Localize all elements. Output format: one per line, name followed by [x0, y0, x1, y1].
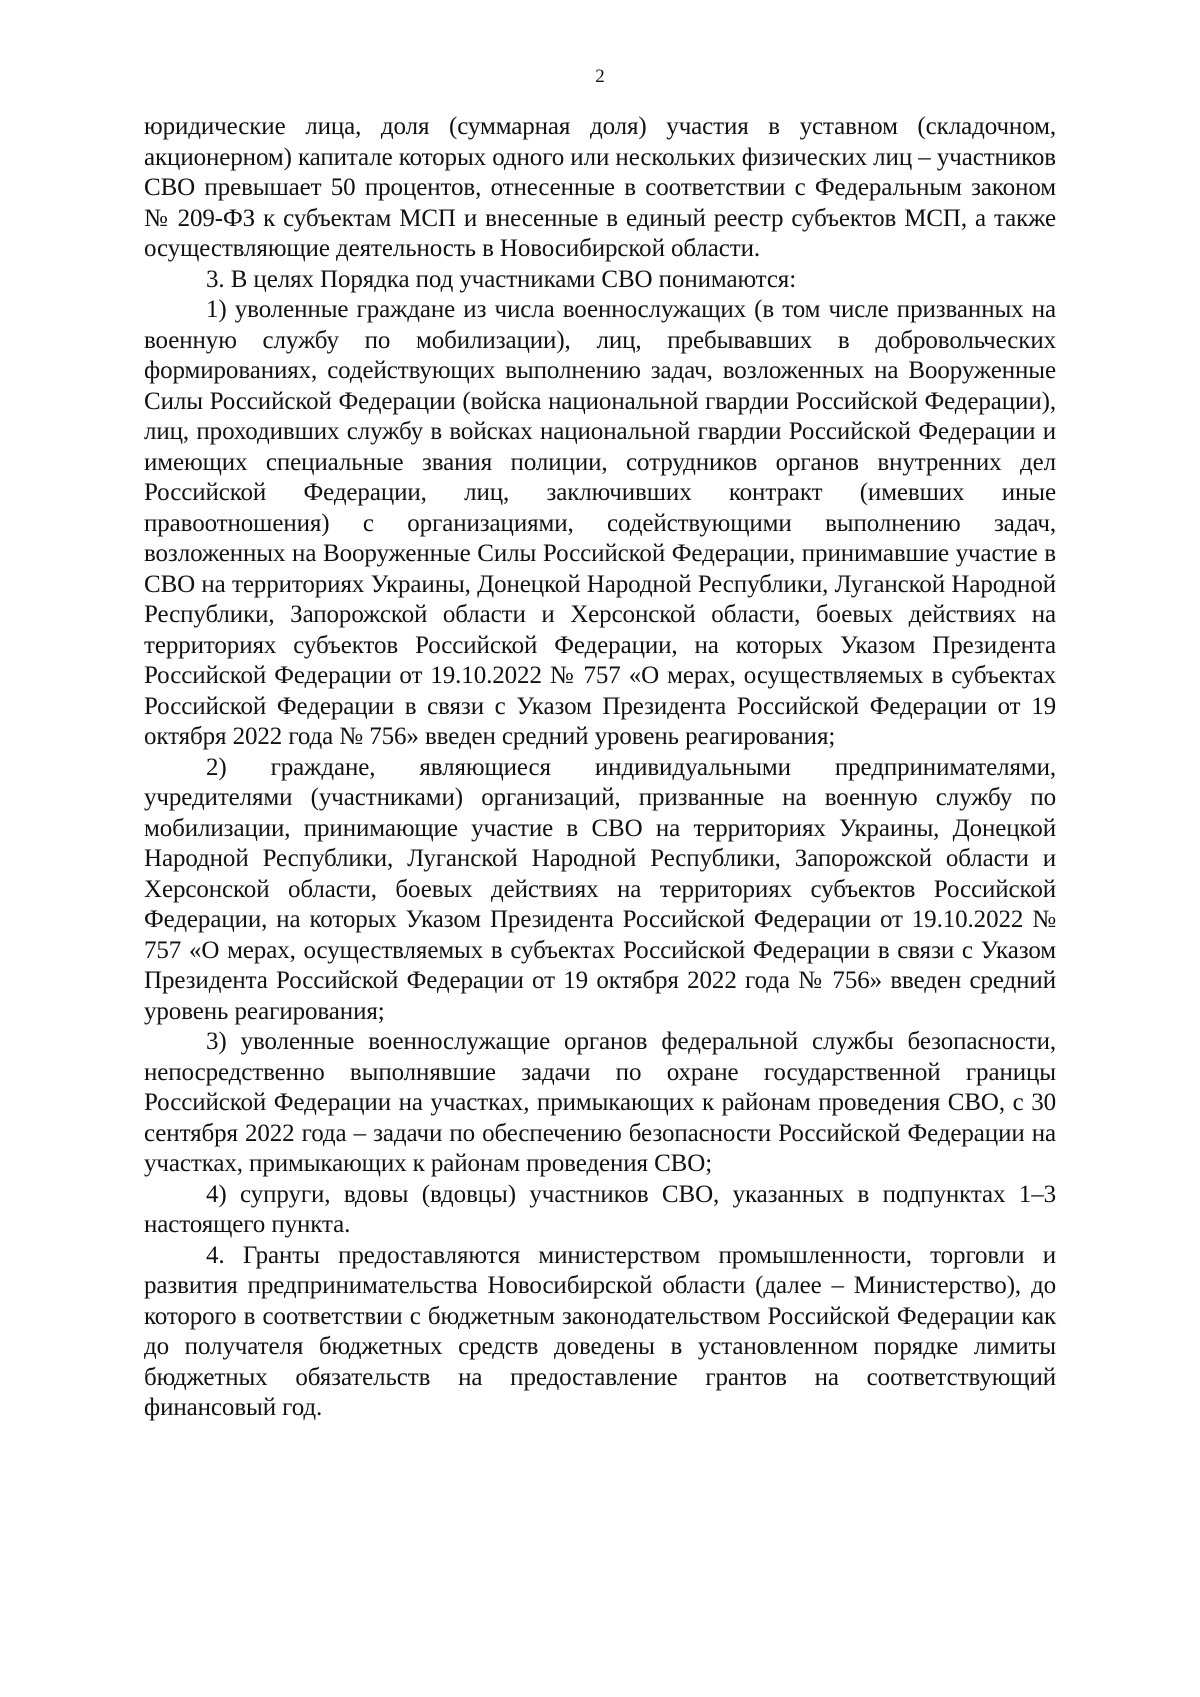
paragraph-subitem-3: 3) уволенные военнослужащие органов федеральной службы безопасности, непосредственно выполнявшие задачи по охране государственной границы Российской Федерации на участках, примыкающих к районам проведения СВО, с 30 сентября 2022 года – задачи по обеспечению безопасности Российской Федерации на участках, примыкающих к районам проведения СВО; — [144, 1028, 1056, 1177]
paragraph-subitem-1: 1) уволенные граждане из числа военнослужащих (в том числе призванных на военную службу по мобилизации), лиц, пребывавших в добровольческих формированиях, содействующих выполнению задач, возложенных на Вооруженные Силы Российской Федерации (войска национальной гвардии Российской Федерации), лиц, проходивших службу в войсках национальной гвардии Российской Федерации и имеющих специальные звания полиции, сотрудников органов внутренних дел Российской Федерации, лиц, заключивших контракт (имевших иные правоотношения) с организациями, содействующими выполнению задач, возложенных на Вооруженные Силы Российской Федерации, принимавшие участие в СВО на территориях Украины, Донецкой Народной Республики, Луганской Народной Республики, Запорожской области и Херсонской области, боевых действиях на территориях субъектов Российской Федерации, на которых Указом Президента Российской Федерации от 19.10.2022 № 757 «О мерах, осуществляемых в субъектах Российской Федерации в связи с Указом Президента Российской Федерации от 19 октября 2022 года № 756» введен средний уровень реагирования; — [144, 296, 1056, 750]
paragraph-subitem-2: 2) граждане, являющиеся индивидуальными предпринимателями, учредителями (участниками) организаций, призванные на военную службу по мобилизации, принимающие участие в СВО на территориях Украины, Донецкой Народной Республики, Луганской Народной Республики, Запорожской области и Херсонской области, боевых действиях на территориях субъектов Российской Федерации, на которых Указом Президента Российской Федерации от 19.10.2022 № 757 «О мерах, осуществляемых в субъектах Российской Федерации в связи с Указом Президента Российской Федерации от 19 октября 2022 года № 756» введен средний уровень реагирования; — [144, 753, 1056, 1025]
page-number: 2 — [595, 66, 605, 87]
paragraph-section-3-heading: 3. В целях Порядка под участниками СВО понимаются: — [206, 265, 797, 293]
paragraph-subitem-4: 4) супруги, вдовы (вдовцы) участников СВО, указанных в подпунктах 1–3 настоящего пункта. — [144, 1180, 1056, 1238]
paragraph-legal-entities: юридические лица, доля (суммарная доля) участия в уставном (складочном, акционерном) капитале которых одного или нескольких физических лиц – участников СВО превышает 50 процентов, отнесенные в соответствии с Федеральным законом № 209-ФЗ к субъектам МСП и внесенные в единый реестр субъектов МСП, а также осуществляющие деятельность в Новосибирской области. — [144, 113, 1056, 262]
document-body — [144, 112, 1056, 1424]
paragraph-section-4: 4. Гранты предоставляются министерством промышленности, торговли и развития предпринимательства Новосибирской области (далее – Министерство), до которого в соответствии с бюджетным законодательством Российской Федерации как до получателя бюджетных средств доведены в установленном порядке лимиты бюджетных обязательств на предоставление грантов на соответствующий финансовый год. — [144, 1241, 1056, 1421]
